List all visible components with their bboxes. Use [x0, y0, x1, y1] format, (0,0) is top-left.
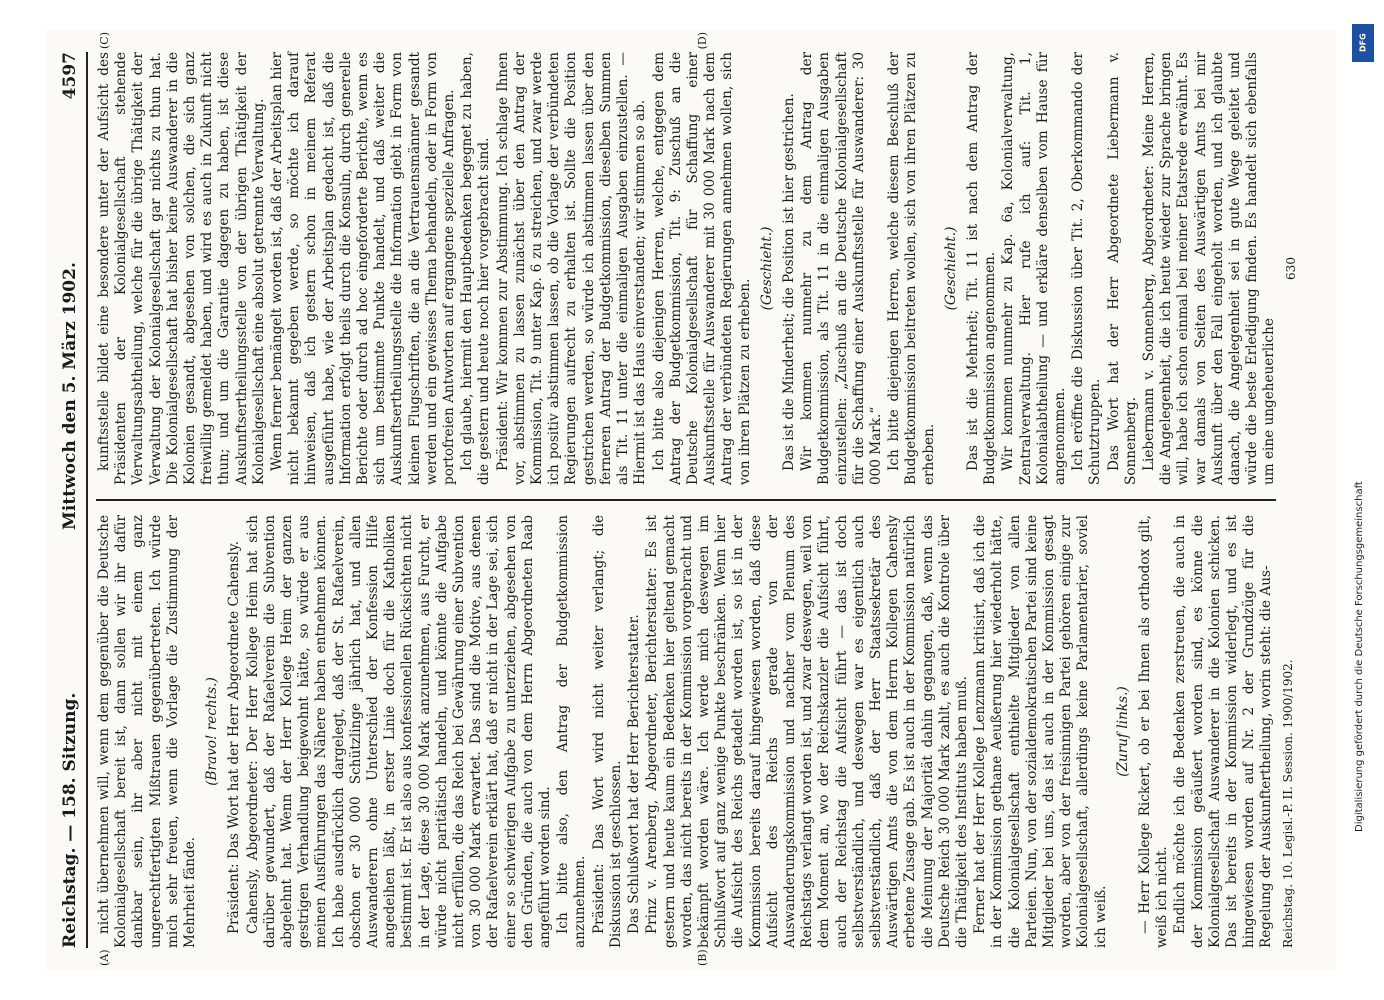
page-header: [60, 52, 88, 948]
right-paragraph: Wir kommen nunmehr zu dem Antrag der Budgetkommission, als Tit. 11 in die einmaligen Ausgaben einzustellen: „Zuschuß an die Deutsche Kolonialgesellschaft für die Schaffung einer Auskunftsstelle für Auswanderer: 30 000 Mark.“: [799, 52, 884, 485]
footer-sheet-number: 630: [1283, 257, 1298, 280]
left-paragraph: Präsident: Das Wort wird nicht weiter verlangt; die Diskussion ist geschlossen.: [590, 515, 624, 948]
right-paragraph: Das ist die Mehrheit; Tit. 11 ist nach dem Antrag der Budgetkommission angenommen.: [964, 52, 999, 485]
right-interjection: (Geschieht.): [942, 226, 959, 311]
right-paragraph: Ich glaube, hiermit den Hauptbedenken begegnet zu haben, die gestern und heute noch hier vorgebracht sind.: [459, 52, 493, 485]
right-paragraph: Präsident: Wir kommen zur Abstimmung. Ich schlage Ihnen vor, abstimmen zu lassen zunächst über den Antrag der Kommission, Tit. 9 unter Kap. 6 zu streichen, und zwar werde ich positiv abstimmen lassen, ob die Vorlage der verbündeten Regierungen aufrecht zu erhalten ist. Sollte die Position gestrichen werden, so würde ich abstimmen lassen über den ferneren Antrag der Budgetkommission, dieselben Summen als Tit. 11 unter die einmaligen Ausgaben einzustellen. — Hiermit ist das Haus einverstanden; wir stimmen so ab.: [494, 52, 649, 485]
right-interjection: (Geschieht.): [758, 226, 775, 311]
right-paragraph: Das ist die Minderheit; die Position ist hier gestrichen.: [780, 93, 797, 471]
right-paragraph: kunftsstelle bildet eine besondere unter der Aufsicht des Präsidenten der Kolonialgesellschaft stehende Verwaltungsabtheilung, welche für die übrige Thätigkeit der Verwaltung der Kolonialgesellschaft gar nichts zu thun hat. Die Kolonialgesellschaft hat bisher keine Auswanderer in die Kolonien gesandt, abgesehen von solchen, die sich ganz freiwillig gemeldet haben, und wird es auch in Zukunft nicht thun; und um die Garantie dagegen zu haben, ist diese Auskunftsertheilungsstelle von der übrigen Thätigkeit der Kolonialgesellschaft eine absolut getrennte Verwaltung.: [96, 52, 267, 485]
dfg-logo-icon: DFG: [1352, 24, 1374, 62]
left-paragraph: Ferner hat der Herr Kollege Lenzmann kritisirt, daß ich die in der Kommission gethane Aeußerung hier wiederholt hätte, die Kolonialgesellschaft enthielte Mitglieder von allen Parteien. Nun, von der sozialdemokratischen Partei sind keine Mitglieder bei uns, das ist auch in der Kommission gesagt worden, aber von der freisinnigen Partei gehören einige zur Kolonialgesellschaft, allerdings keine Parlamentarier, soviel ich weiß.: [972, 515, 1109, 948]
left-column: [96, 515, 1295, 948]
right-paragraph: Ich bitte also diejenigen Herren, welche, entgegen dem Antrag der Budgetkommission, Tit. 9: Zuschuß an die Deutsche Kolonialgesellschaft für Schaffung einer Auskunftsstelle für Auswanderer mit 30 000 Mark nach dem Antrag der verbündeten Regierungen annehmen wollen, sich von ihren Plätzen zu erheben.: [650, 52, 753, 485]
left-paragraph: Das Schlußwort hat der Herr Berichterstatter.: [626, 614, 643, 934]
left-interjection: (Bravo! rechts.): [204, 677, 221, 786]
footer-session-info: Reichstag. 10. Legisl.-P. II. Session. 1900/1902.: [1280, 659, 1295, 948]
header-date: Mittwoch den 5. März 1902.: [60, 262, 80, 530]
left-paragraph: Ich bitte also, den Antrag der Budgetkommission anzunehmen.: [555, 515, 589, 948]
right-paragraph: Ich eröffne die Diskussion über Tit. 2, Oberkommando der Schutztruppen.: [1070, 52, 1104, 485]
left-paragraph: nicht übernehmen will, wenn dem gegenüber die Deutsche Kolonialgesellschaft bereit ist, dann sollen wir ihr dafür dankbar sein, ihr aber nicht mit einem ganz ungerechtfertigten Mißtrauen gegenübertreten. Ich würde mich sehr freuen, wenn die Vorlage die Zustimmung der Mehrheit fände.: [96, 515, 199, 948]
right-column: [96, 52, 1298, 485]
margin-marker-c: (C): [98, 32, 111, 49]
left-paragraph: Prinz v. Arenberg, Abgeordneter, Berichterstatter: Es ist gestern und heute kaum ein Bedenken hier geltend gemacht worden, das nicht bereits in der Kommission vorgebracht und bekämpft worden wäre. Ich werde mich deswegen im Schlußwort auf ganz wenige Punkte beschränken. Wenn hier die Aufsicht des Reichs getadelt worden ist, so ist in der Kommission bereits darauf hingewiesen worden, daß diese Aufsicht des Reichs gerade von der Auswanderungskommission und nachher vom Plenum des Reichstags verlangt worden ist, und zwar deswegen, weil von dem Moment an, wo der Reichskanzler die Aufsicht führt, auch der Reichstag die Aufsicht führt — das ist doch selbstverständlich, und deswegen war es eigentlich auch selbstverständlich, daß der Herr Staatssekretär des Auswärtigen Amts die von dem Herrn Kollegen Cahensly erbetene Zusage gab. Es ist auch in der Kommission natürlich die Meinung der Majorität dahin gegangen, daß, wenn das Deutsche Reich 30 000 Mark zahlt, es auch die Kontrole über die Thätigkeit des Instituts haben muß.: [644, 515, 970, 948]
right-paragraph: Liebermann v. Sonnenberg, Abgeordneter: Meine Herren, die Angelegenheit, die ich heute wieder zur Sprache bringen will, habe ich schon einmal bei meiner Etatsrede erwähnt. Es war damals von Seiten des Auswärtigen Amts bei mir Auskunft über den Fall eingeholt worden, und ich glaubte danach, die Angelegenheit sei in gute Wege geleitet und würde die beste Erledigung finden. Es handelt sich ebenfalls um eine ungeheuerliche: [1140, 52, 1278, 485]
left-paragraph: Cahensly, Abgeordneter: Der Herr Kollege Heim hat sich darüber gewundert, daß der Rafaelverein die Subvention abgelehnt hat. Wenn der Herr Kollege Heim der ganzen gestrigen Verhandlung beigewohnt hätte, so würde er aus meinen Ausführungen das Nähere haben entnehmen können. Ich habe ausdrücklich dargelegt, daß der St. Rafaelverein, obschon er 30 000 Schützlinge jährlich hat, und allen Auswanderern ohne Unterschied der Konfession Hilfe angedeihen läßt, in erster Linie doch für die Katholiken bestimmt ist. Er ist also aus konfessionellen Rücksichten nicht in der Lage, diese 30 000 Mark anzunehmen, aus Furcht, er würde nicht paritätisch handeln, und könnte die Aufgabe nicht erfüllen, die das Reich bei Gewährung einer Subvention von 30 000 Mark erwartet. Das sind die Motive, aus denen der Rafaelverein erklärt hat, daß er nicht in der Lage sei, sich einer so schwierigen Aufgabe zu unterziehen, abgesehen von den Gründen, die auch von dem Herrn Abgeordneten Raab angeführt worden sind.: [244, 515, 554, 948]
header-left: Reichstag. — 158. Sitzung.: [60, 692, 80, 948]
margin-marker-b: (B): [696, 949, 709, 966]
left-paragraph: — Herr Kollege Rickert, ob er bei Ihnen als orthodox gilt, weiß ich nicht.: [1136, 515, 1171, 948]
left-paragraph: Endlich möchte ich die Bedenken zerstreuen, die auch in der Kommission geäußert worden sind, es könne die Kolonialgesellschaft Auswanderer in die Kolonien schicken. Das ist bereits in der Kommission widerlegt, und es ist hingewiesen worden auf Nr. 2 der Grundzüge für die Regelung der Auskunftertheilung, worin steht: die Aus-: [1172, 515, 1275, 948]
right-paragraph: Ich bitte diejenigen Herren, welche diesem Beschluß der Budgetkommission beitreten wollen, sich von ihren Plätzen zu erheben.: [886, 52, 937, 485]
right-paragraph: Das Wort hat der Herr Abgeordnete Liebermann v. Sonnenberg.: [1105, 52, 1139, 485]
page-number: 4597: [60, 52, 80, 100]
digitization-sidebar: [1348, 24, 1384, 974]
digitization-credit: Digitalisierung gefördert durch die Deutsche Forschungsgemeinschaft: [1354, 481, 1365, 832]
margin-marker-a: (A): [98, 949, 111, 966]
right-paragraph: Wenn ferner bemängelt worden ist, daß der Arbeitsplan hier nicht bekannt gegeben werde, so möchte ich darauf hinweisen, daß ich gestern schon in meinem Referat ausgeführt habe, wie der Arbeitsplan gedacht ist, daß die Information erfolgt theils durch die Konsuln, durch generelle Berichte oder durch ad hoc eingeforderte Berichte, wenn es sich um bestimmte Punkte handelt, und daß weiter die Auskunftsertheilungsstelle die Information giebt in Form von kleinen Flugschriften, die an die Vertrauensmänner gesandt werden und ein gewisses Thema behandeln, oder in Form von portofreien Antworten auf ergangene spezielle Anfragen.: [269, 52, 458, 485]
column-divider: [96, 499, 1276, 501]
text-columns: [96, 32, 1298, 966]
right-paragraph: Wir kommen nunmehr zu Kap. 6a, Kolonialverwaltung, Zentralverwaltung. Hier rufe ich auf: Tit. 1, Kolonialabtheilung — und erkläre denselben vom Hause für angenommen.: [1000, 52, 1068, 485]
margin-marker-d: (D): [696, 32, 709, 50]
left-paragraph: Präsident: Das Wort hat der Herr Abgeordnete Cahensly.: [226, 540, 243, 934]
rotated-document-page: [46, 30, 1336, 970]
left-interjection: (Zuruf links.): [1114, 686, 1131, 777]
